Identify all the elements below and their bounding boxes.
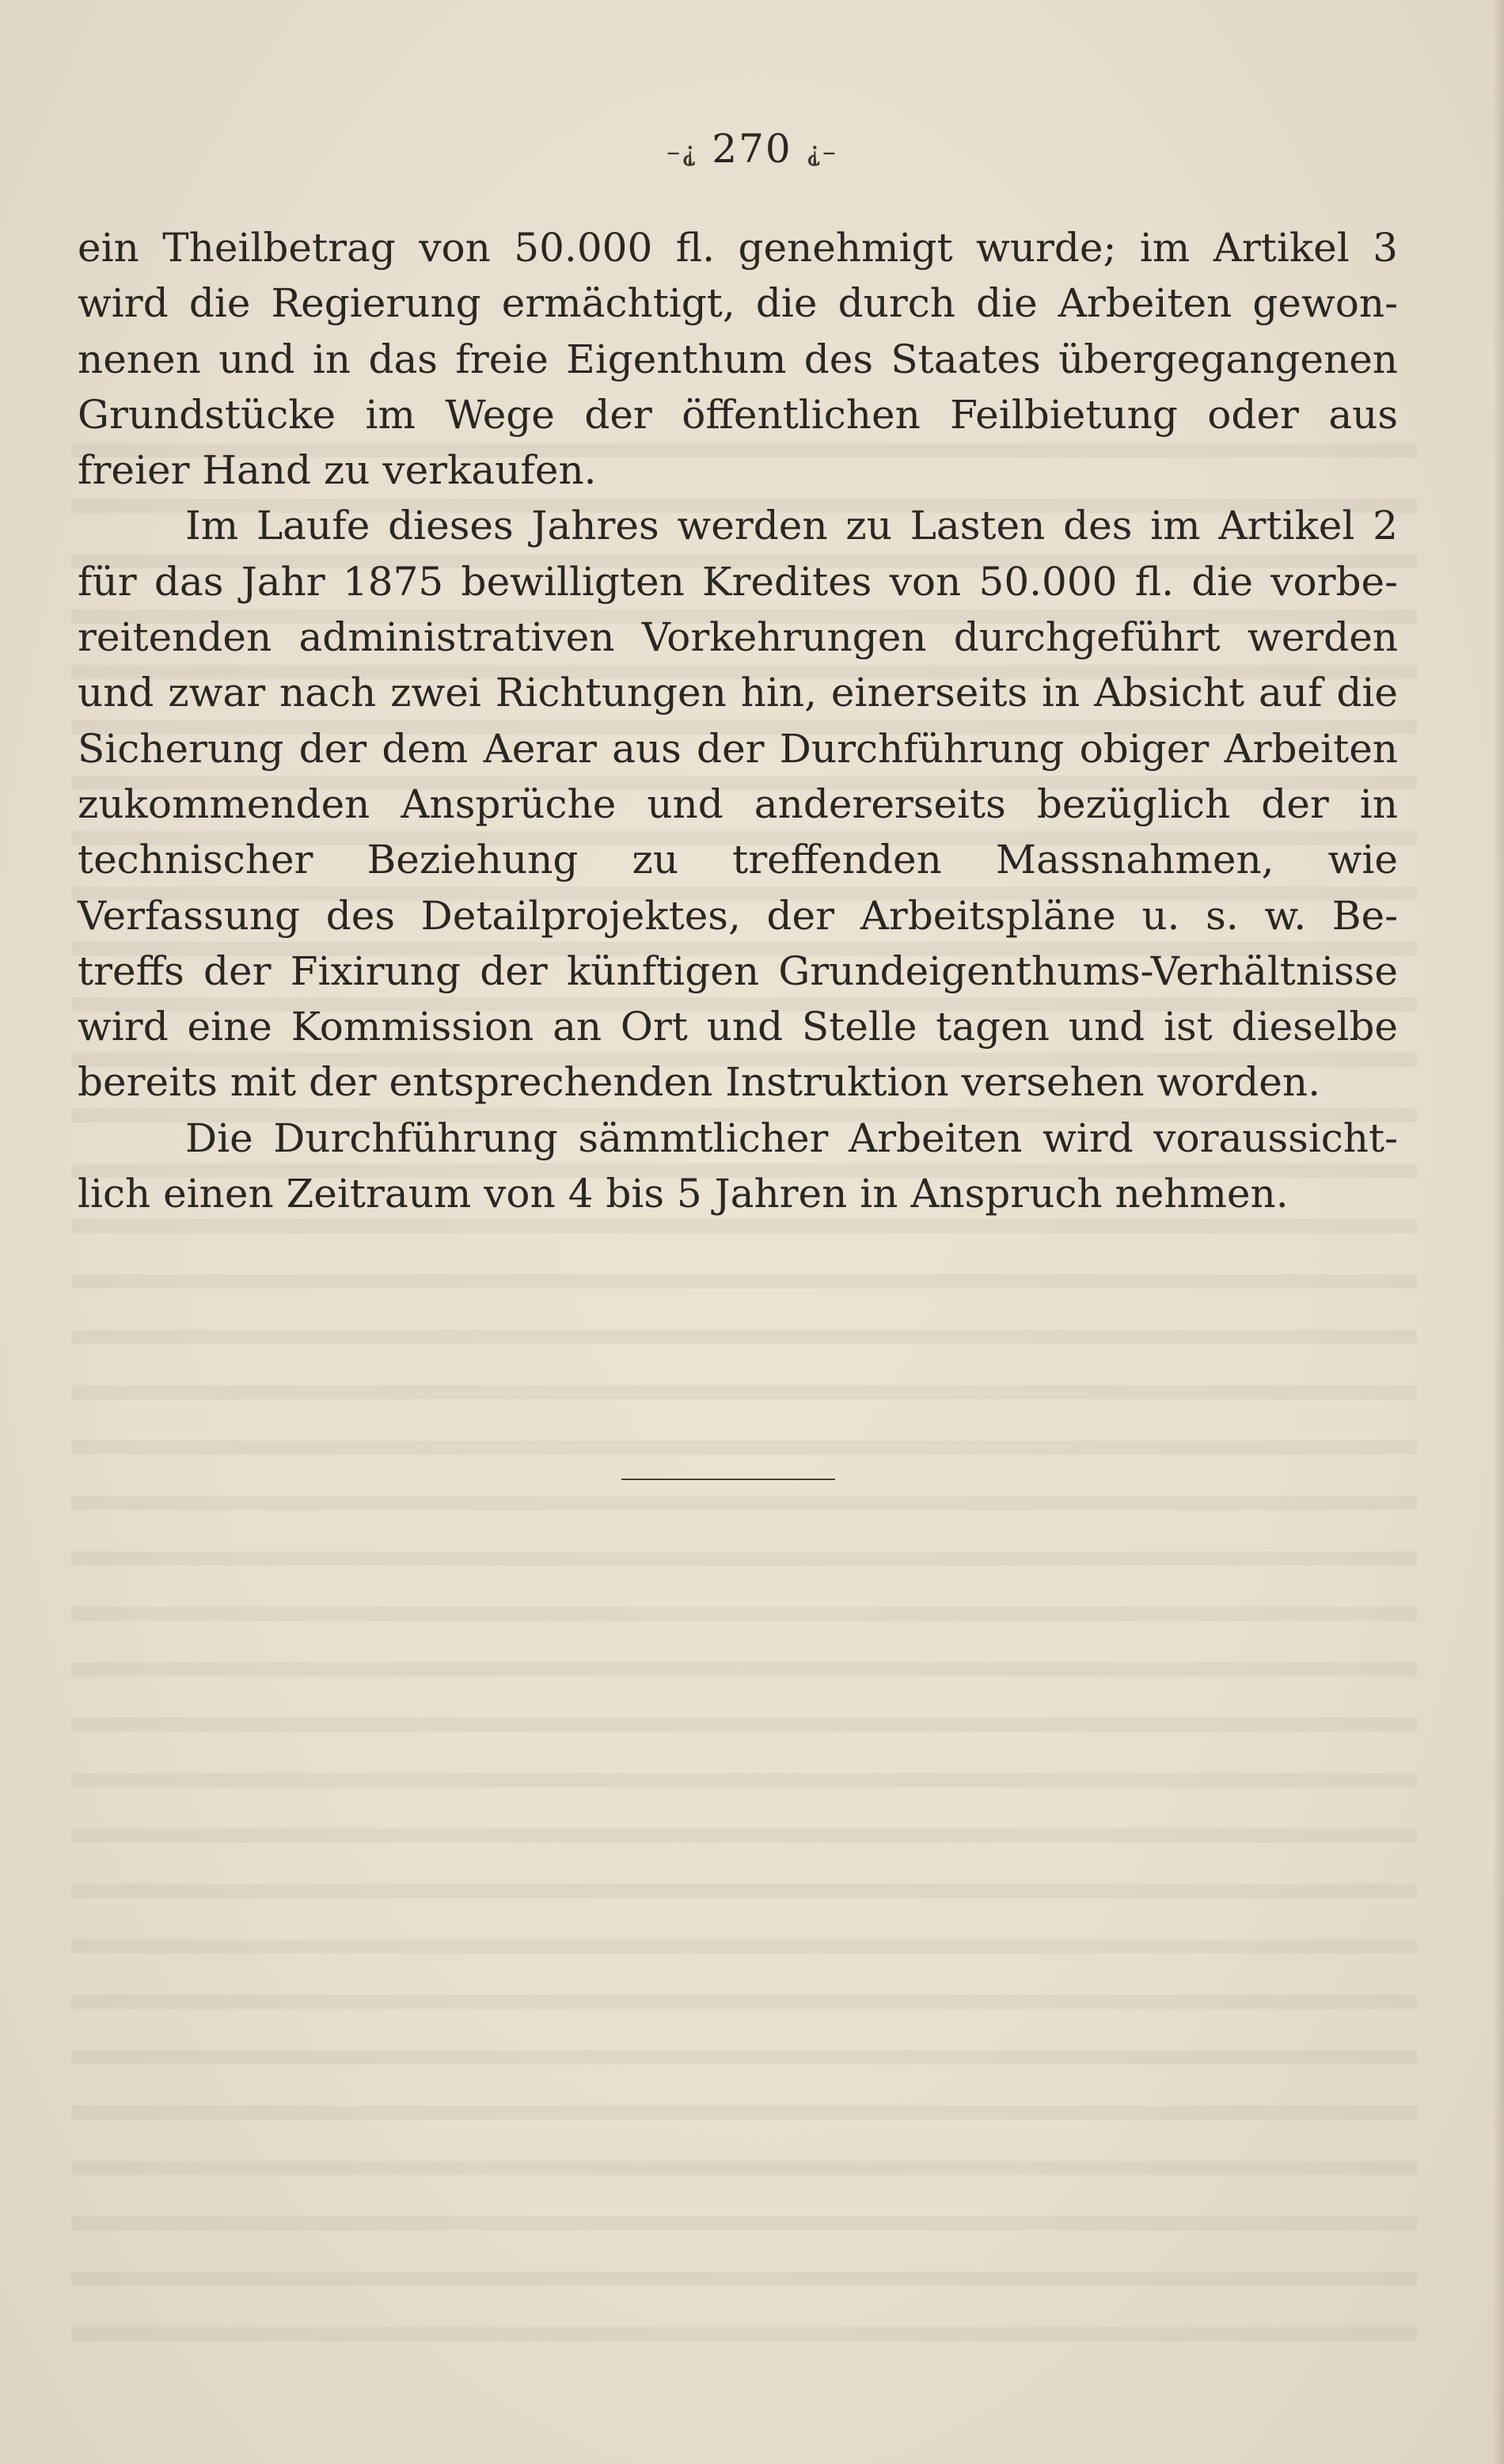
text-line: wird die Regierung ermächtigt, die durch die Arbeiten gewon- bbox=[78, 280, 1398, 327]
text-line: wird eine Kommission an Ort und Stelle tagen und ist dieselbe bbox=[78, 1004, 1398, 1050]
section-end-rule bbox=[621, 1479, 835, 1480]
text-line: treffs der Fixirung der künftigen Grundeigenthums-Verhältnisse bbox=[78, 947, 1398, 994]
text-line: freier Hand zu verkaufen. bbox=[78, 447, 597, 494]
text-line: ein Theilbetrag von 50.000 fl. genehmigt wurde; im Artikel 3 bbox=[78, 225, 1398, 271]
text-line: bereits mit der entsprechenden Instruktion versehen worden. bbox=[78, 1059, 1320, 1106]
text-line: Im Laufe dieses Jahres werden zu Lasten des im Artikel 2 bbox=[185, 503, 1398, 549]
text-line: und zwar nach zwei Richtungen hin, einerseits in Absicht auf bbox=[78, 670, 1337, 716]
text-line: reitenden administrativen Vorkehrungen durchgeführt werden bbox=[78, 614, 1398, 661]
text-line: die Sicherung der dem Aerar aus der Durchführung obiger bbox=[78, 670, 1398, 772]
ornament-left-icon: –⸘ bbox=[667, 136, 698, 168]
paragraph-2 bbox=[78, 498, 1398, 1110]
text-line: Arbeiten zukommenden Ansprüche und andererseits bezüglich bbox=[78, 725, 1398, 827]
text-line: der in technischer Beziehung zu treffenden Massnahmen, wie bbox=[78, 780, 1398, 883]
text-line: Die Durchführung sämmtlicher Arbeiten wird voraussicht- bbox=[185, 1114, 1398, 1161]
page-edge-shadow bbox=[1493, 0, 1504, 2464]
ornament-right-icon: ⸘– bbox=[806, 136, 837, 168]
text-line: für das Jahr 1875 bewilligten Kredites von 50.000 fl. die vorbe- bbox=[78, 558, 1398, 605]
text-line: lich einen Zeitraum von 4 bis 5 Jahren in Anspruch nehmen. bbox=[78, 1171, 1289, 1217]
page-number: 270 bbox=[712, 126, 792, 172]
text-line: Verfassung des Detailprojektes, der Arbeitspläne u. s. w. Be- bbox=[78, 892, 1398, 939]
text-line: Grundstücke im Wege der öffentlichen Feilbietung oder aus bbox=[78, 391, 1398, 438]
paragraph-1 bbox=[78, 220, 1398, 498]
paragraph-3 bbox=[78, 1111, 1398, 1222]
text-line: nenen und in das freie Eigenthum des Staates übergegangenen bbox=[78, 336, 1398, 382]
body-text bbox=[78, 220, 1398, 1221]
page-header bbox=[0, 125, 1504, 176]
